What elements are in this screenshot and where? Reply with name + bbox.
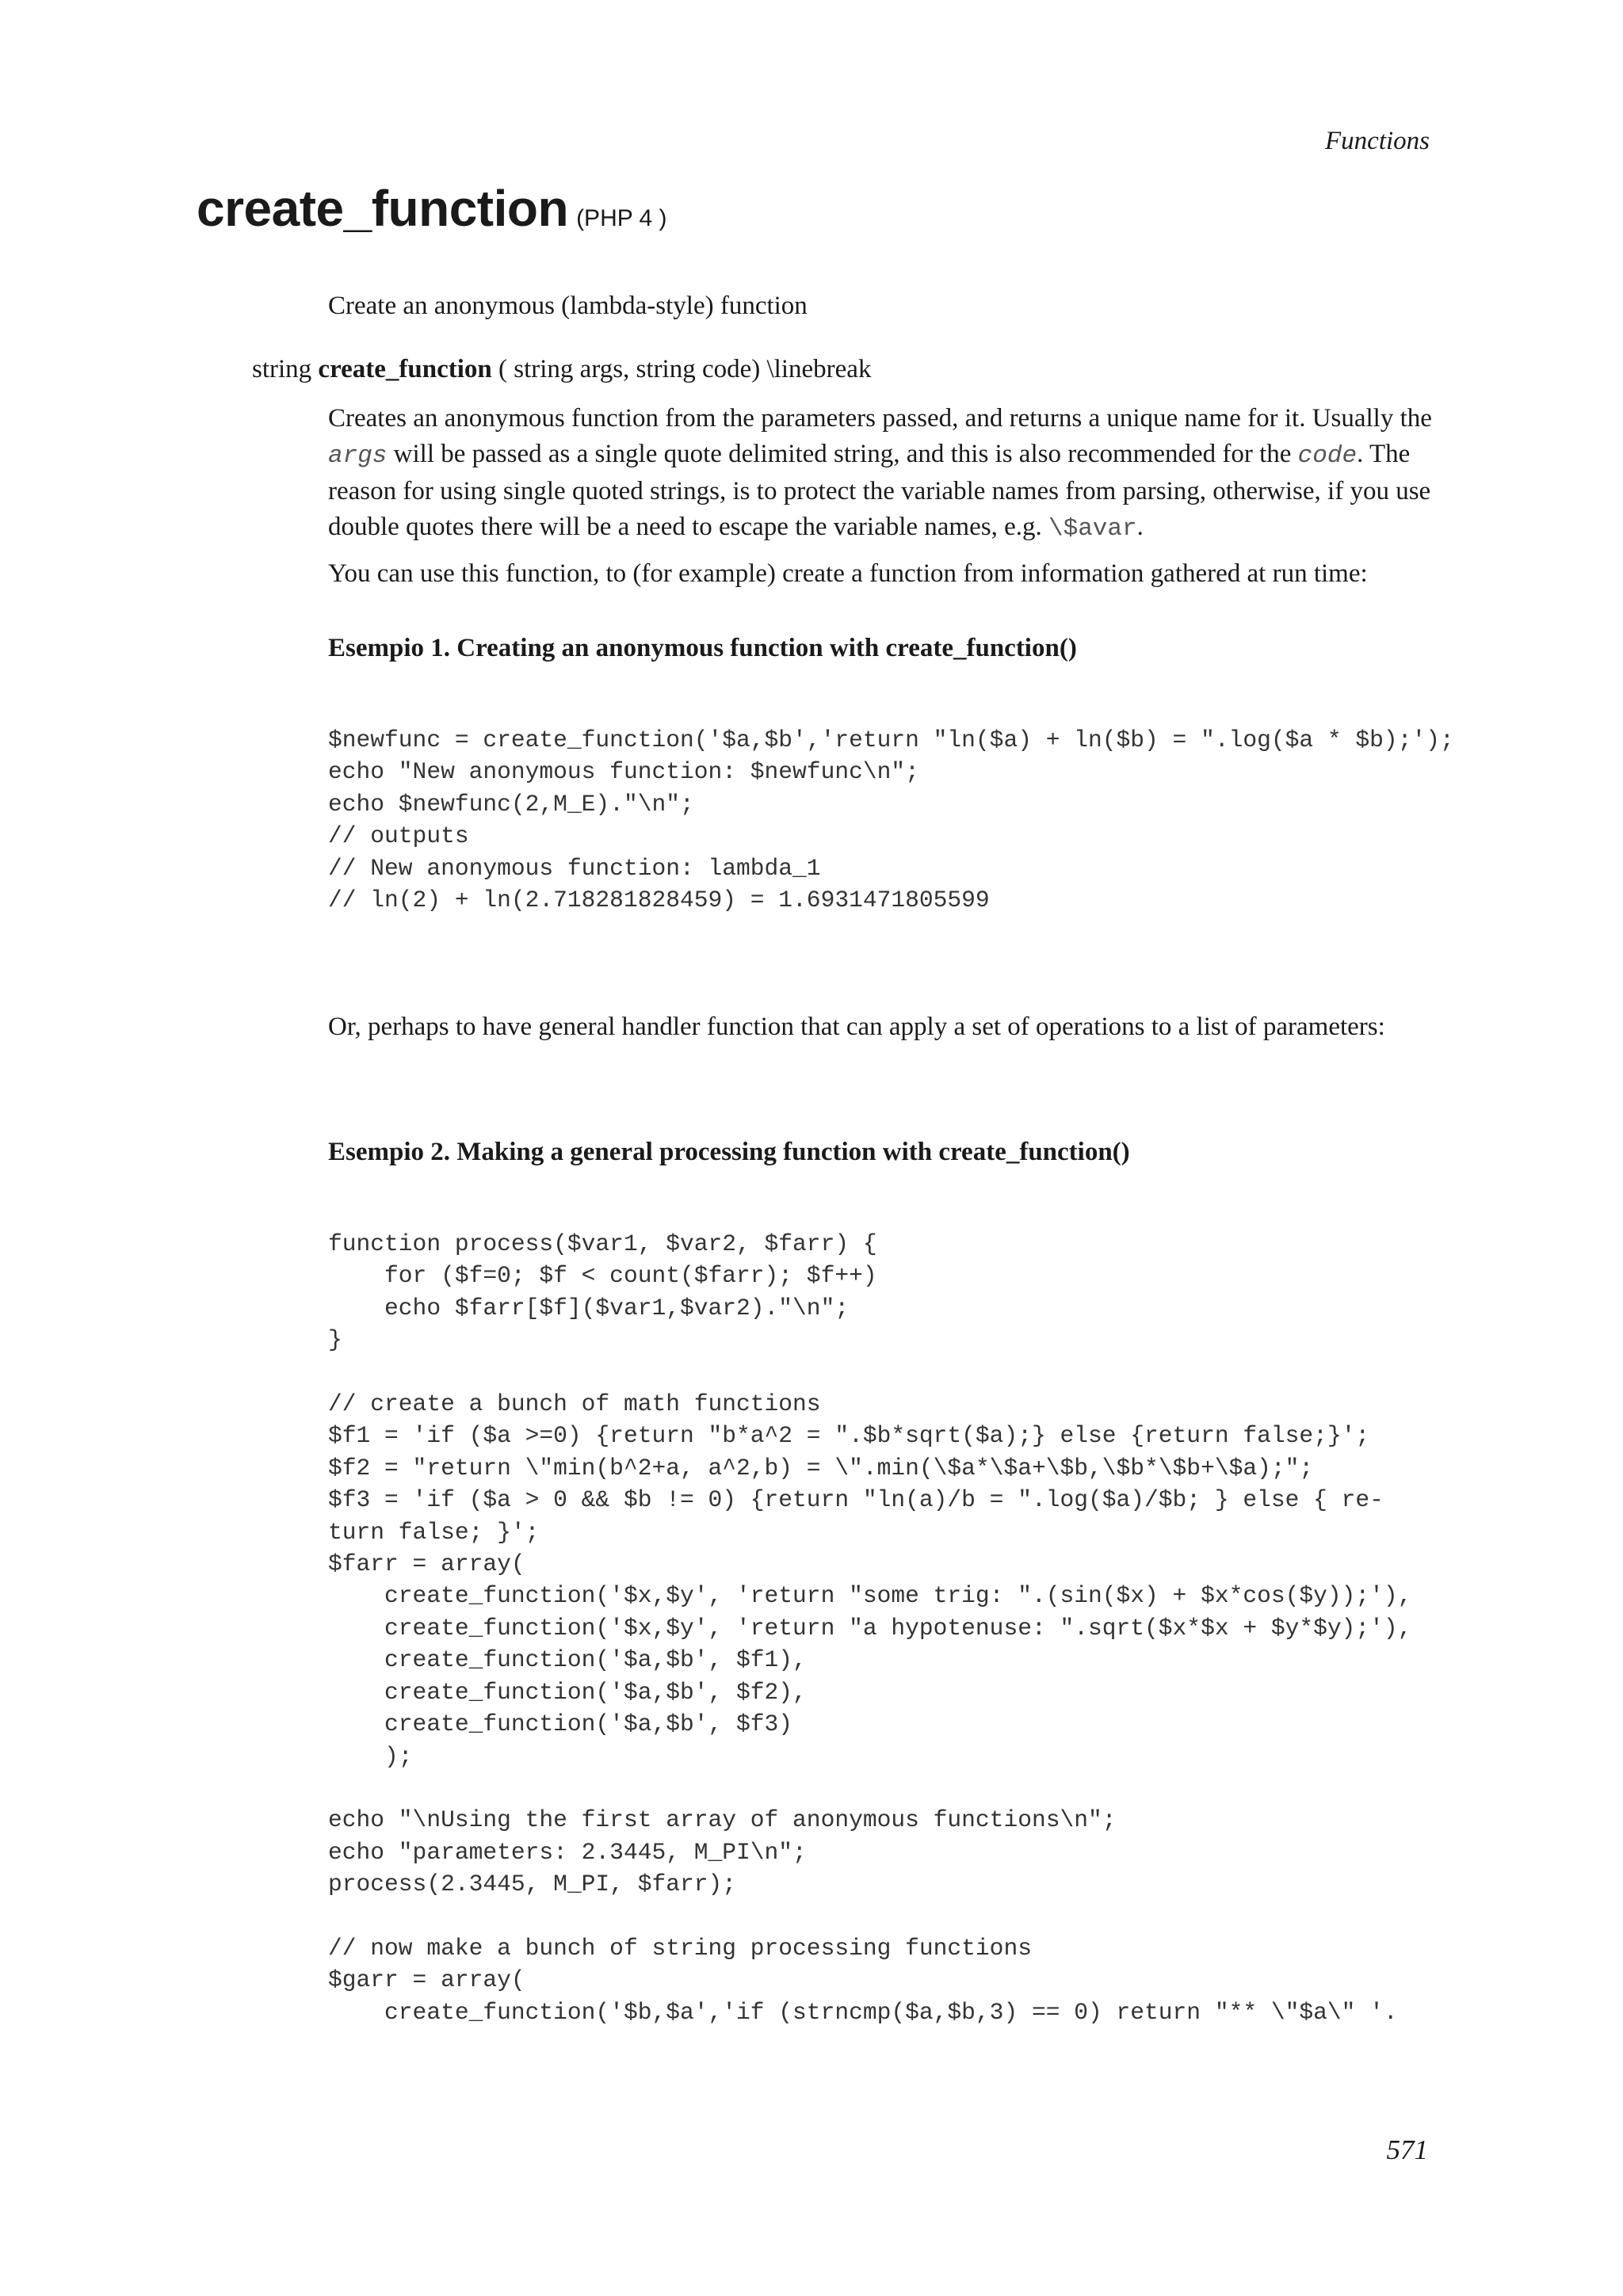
desc-part-1: Creates an anonymous function from the parameters passed, and returns a unique name for it. Usually the bbox=[328, 404, 1432, 433]
example-1-title: Esempio 1. Creating an anonymous function with create_function() bbox=[328, 634, 1077, 662]
param-args: args bbox=[328, 442, 388, 470]
running-header: Functions bbox=[1325, 127, 1430, 155]
page-title: create_function bbox=[197, 180, 569, 237]
function-synopsis bbox=[252, 352, 871, 387]
example-1-code: $newfunc = create_function('$a,$b','return "ln($a) + ln($b) = ".log($a * $b);'); echo "New anonymous function: $newfunc\n"; echo $newfunc(2,M_E)."\n"; // outputs // New anonymous function: lambda_1 // ln(2) + ln(2.718281828459) = 1.6931471805599 bbox=[328, 727, 1454, 914]
purpose-text: Create an anonymous (lambda-style) function bbox=[328, 292, 808, 320]
example-2-title: Esempio 2. Making a general processing function with create_function() bbox=[328, 1138, 1130, 1166]
description-paragraph bbox=[328, 401, 1438, 547]
usage-text: You can use this function, to (for example) create a function from information gathered at run time: bbox=[328, 559, 1368, 588]
escape-example: \$avar bbox=[1048, 515, 1137, 543]
param-code: code bbox=[1297, 442, 1358, 470]
page-number: 571 bbox=[1386, 2134, 1428, 2165]
perhaps-text: Or, perhaps to have general handler function that can apply a set of operations to a list of parameters: bbox=[328, 1013, 1385, 1041]
synopsis-params: ( string args, string code) \linebreak bbox=[498, 355, 872, 383]
desc-part-2: will be passed as a single quote delimited string, and this is also recommended for the bbox=[393, 440, 1292, 468]
synopsis-function-name: create_function bbox=[318, 355, 492, 383]
synopsis-return-type: string bbox=[252, 355, 312, 383]
desc-part-4: . bbox=[1136, 513, 1144, 541]
example-2-code: function process($var1, $var2, $farr) { for ($f=0; $f < count($farr); $f++) echo $farr[$f]($var1,$var2)."\n"; } // create a bunch of math functions $f1 = 'if ($a >=0) {return "b*a^2 = ".$b*sqrt($a);} else {return false;}'; $f2 = "return \"min(b^2+a, a^2,b) = \".min(\$a*\$a+\$b,\$b*\$b+\$a);"; $f3 = 'if ($a > 0 && $b != 0) {return "ln(a)/b = ".log($a)/$b; } else { re- turn false; }'; $farr = array( create_function('$x,$y', 'return "some trig: ".(sin($x) + $x*cos($y));'), create_function('$x,$y', 'return "a hypotenuse: ".sqrt($x*$x + $y*$y);'), create_function('$a,$b', $f1), create_function('$a,$b', $f2), create_function('$a,$b', $f3) ); echo "\nUsing the first array of anonymous functions\n"; echo "parameters: 2.3445, M_PI\n"; process(2.3445, M_PI, $farr); // now make a bunch of string processing functions $garr = array( create_function('$b,$a','if (strncmp($a,$b,3) == 0) return "** \"$a\" '. bbox=[328, 1230, 1412, 2026]
title-row bbox=[197, 179, 667, 238]
desc-part-3: . The reason for using single quoted strings, is to protect the variable names from parsing, otherwise, if you use double quotes there will be a need to escape the variable names, e.g. bbox=[328, 440, 1431, 541]
version-tag: (PHP 4 ) bbox=[576, 205, 667, 231]
